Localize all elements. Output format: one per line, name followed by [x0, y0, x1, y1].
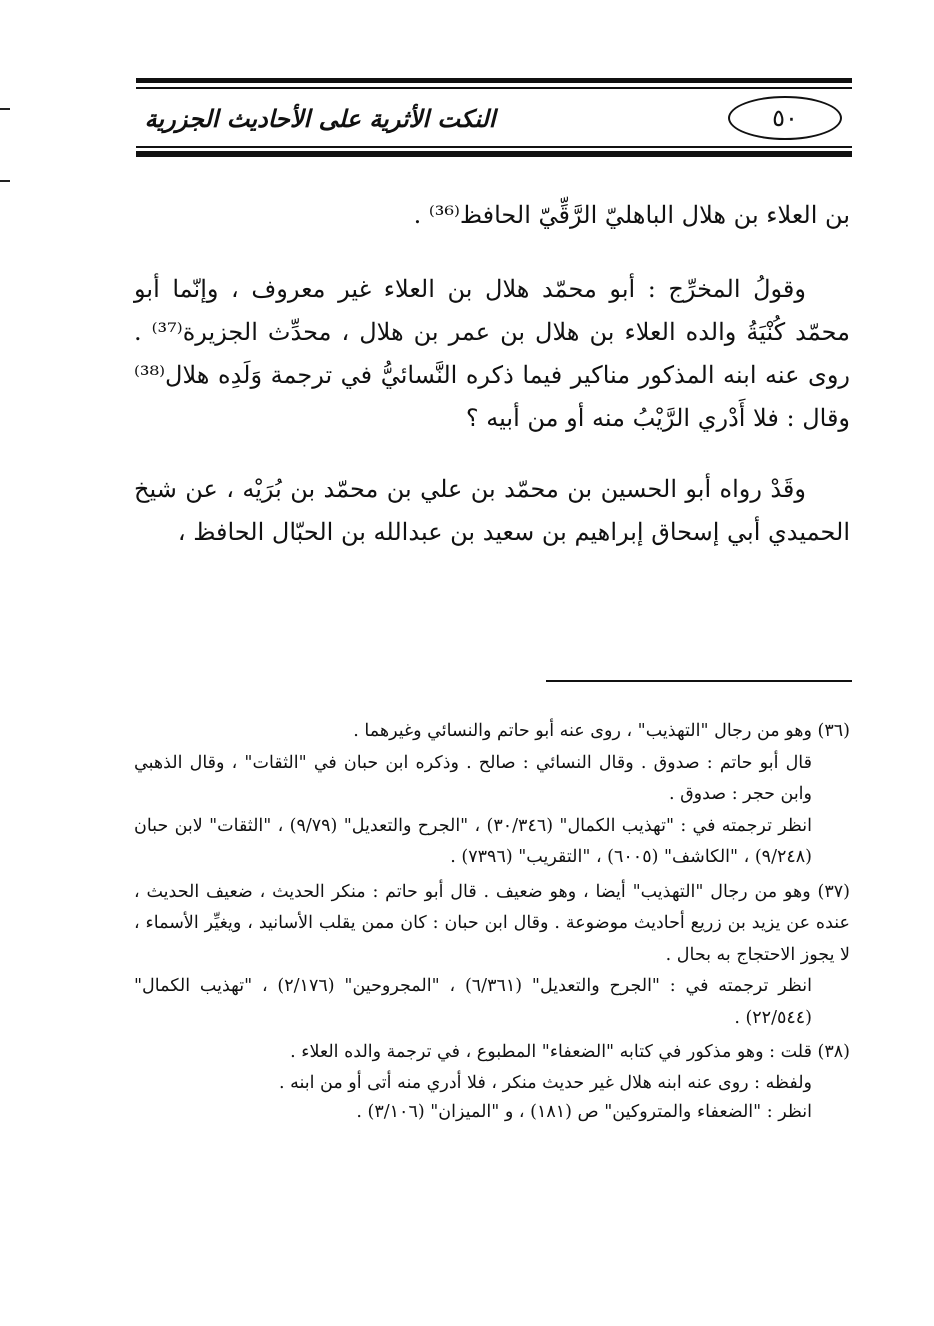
footnote-37-line-1: (٣٧) وهو من رجال "التهذيب" أيضا ، وهو ضعيف . قال أبو حاتم : منكر الحديث ، ضعيف الحديث ، عنده عن يزيد بن زريع أحاديث موضوعة . وقال ابن حبان : كان ممن يقلب الأسانيد ، ويغيِّر الأسماء ، لا يجوز الاحتجاج به بحال . [134, 881, 850, 965]
header-rule-bottom-thin [136, 146, 852, 148]
footnote-36 [134, 716, 850, 874]
scan-margin-mark [0, 180, 10, 182]
paragraph-3: وقَدْ رواه أبو الحسين بن محمّد بن علي بن محمّد بن بُرَيْه ، عن شيخ الحميدي أبي إسحاق إبراهيم بن سعيد بن عبدالله بن الحبّال الحافظ ، [134, 475, 850, 546]
main-text [134, 190, 850, 554]
footnote-38 [134, 1037, 850, 1127]
footnote-37 [134, 877, 850, 1035]
footnote-36-line-2: قال أبو حاتم : صدوق . وقال النسائي : صالح . وذكره ابن حبان في "الثقات" ، وقال الذهبي وابن حجر : صدوق . [134, 752, 812, 804]
header-rule-top-thin [136, 87, 852, 89]
footnote-36-line-1: (٣٦) وهو من رجال "التهذيب" ، روى عنه أبو حاتم والنسائي وغيرهما . [353, 721, 850, 741]
footnote-36-line-3: انظر ترجمته في : "تهذيب الكمال" (٣٠/٣٤٦) ، "الجرح والتعديل" (٩/٧٩) ، "الثقات" لابن حبان (٩/٢٤٨) ، "الكاشف" (٦٠٠٥) ، "التقريب" (٧٣٩٦) . [134, 815, 812, 867]
scan-margin-mark [0, 108, 10, 110]
footnote-37-line-2: انظر ترجمته في : "الجرح والتعديل" (٦/٣٦١) ، "المجروحين" (٢/١٧٦) ، "تهذيب الكمال" (٢٢/٥٤٤) . [134, 976, 812, 1028]
header-rule-bottom-thick [136, 151, 852, 157]
running-title: النكت الأثرية على الأحاديث الجزرية [144, 104, 496, 133]
paragraph-1: بن العلاء بن هلال الباهليّ الرَّقِّيّ الحافظ⁽³⁶⁾ . [413, 201, 850, 229]
header-rule-top-thick [136, 78, 852, 83]
footnote-separator [546, 680, 852, 682]
footnote-38-line-2: ولفظه : روى عنه ابنه هلال غير حديث منكر ، فلا أدري منه أتى أو من ابنه . [278, 1072, 812, 1093]
footnote-38-line-1: (٣٨) قلت : وهو مذكور في كتابه "الضعفاء" المطبوع ، في ترجمة والده العلاء . [290, 1042, 850, 1062]
paragraph-2: وقولُ المخرِّج : أبو محمّد هلال بن العلاء غير معروف ، وإنّما أبو محمّد كُنْيَةُ والده العلاء بن هلال بن عمر بن هلال ، محدِّث الجزيرة⁽³⁷⁾ . روى عنه ابنه المذكور مناكير فيما ذكره النَّسائيُّ في ترجمة وَلَدِه هلال⁽³⁸⁾ وقال : فلا أَدْري الرَّيْبُ منه أو من أبيه ؟ [134, 275, 850, 432]
footnotes [134, 716, 850, 1127]
footnote-38-line-3: انظر : "الضعفاء والمتروكين" ص (١٨١) ، و "الميزان" (٣/١٠٦) . [356, 1101, 812, 1122]
page-number: ٥٠ [728, 96, 842, 140]
